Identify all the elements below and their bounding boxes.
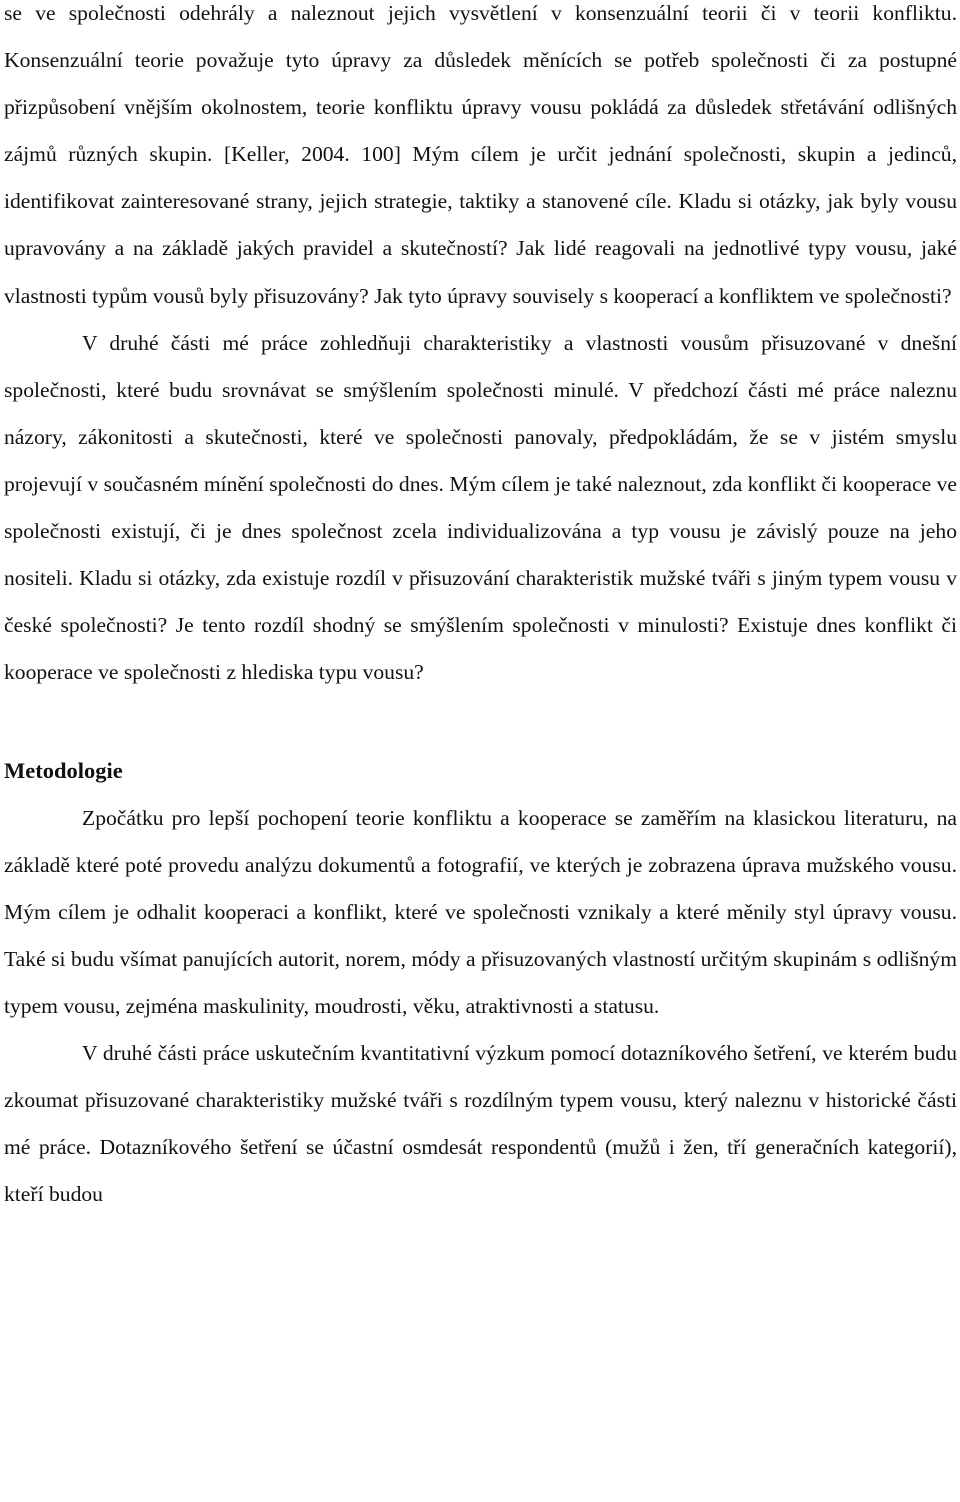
- methodology-heading: Metodologie: [4, 758, 123, 784]
- document-page: [4, 0, 957, 1218]
- methodology-paragraph-2: V druhé části práce uskutečním kvantitativní výzkum pomocí dotazníkového šetření, ve kterém budu zkoumat přisuzované charakteristiky mužské tváři s rozdílným typem vousu, který naleznu v historické části mé práce. Dotazníkového šetření se účastní osmdesát respondentů (mužů i žen, tří generačních kategorií), kteří budou: [4, 1040, 957, 1207]
- methodology-paragraph-1: Zpočátku pro lepší pochopení teorie konfliktu a kooperace se zaměřím na klasickou literaturu, na základě které poté provedu analýzu dokumentů a fotografií, ve kterých je zobrazena úprava mužského vousu. Mým cílem je odhalit kooperaci a konflikt, které ve společnosti vznikaly a které měnily styl úpravy vousu. Také si budu všímat panujících autorit, norem, módy a přisuzovaných vlastností určitým skupinám s odlišným typem vousu, zejména maskulinity, moudrosti, věku, atraktivnosti a statusu.: [4, 805, 957, 1018]
- second-part-paragraph: V druhé části mé práce zohledňuji charakteristiky a vlastnosti vousům přisuzované v dnešní společnosti, které budu srovnávat se smýšlením společnosti minulé. V předchozí části mé práce naleznu názory, zákonitosti a skutečnosti, které ve společnosti panovaly, předpokládám, že se v jistém smyslu projevují v současném mínění společnosti do dnes. Mým cílem je také naleznout, zda konflikt či kooperace ve společnosti existují, či je dnes společnost zcela individualizována a typ vousu je závislý pouze na jeho nositeli. Kladu si otázky, zda existuje rozdíl v přisuzování charakteristik mužské tváři s jiným typem vousu v české společnosti? Je tento rozdíl shodný se smýšlením společnosti v minulosti? Existuje dnes konflikt či kooperace ve společnosti z hlediska typu vousu?: [4, 330, 957, 685]
- intro-paragraph: se ve společnosti odehrály a naleznout jejich vysvětlení v konsenzuální teorii či v teorii konfliktu. Konsenzuální teorie považuje tyto úpravy za důsledek měnících se potřeb společnosti či za postupné přizpůsobení vnějším okolnostem, teorie konfliktu úpravy vousu pokládá za důsledek střetávání odlišných zájmů různých skupin. [Keller, 2004. 100] Mým cílem je určit jednání společnosti, skupin a jedinců, identifikovat zainteresované strany, jejich strategie, taktiky a stanovené cíle. Kladu si otázky, jak byly vousu upravovány a na základě jakých pravidel a skutečností? Jak lidé reagovali na jednotlivé typy vousu, jaké vlastnosti typům vousů byly přisuzovány? Jak tyto úpravy souvisely s kooperací a konfliktem ve společnosti?: [4, 1, 957, 308]
